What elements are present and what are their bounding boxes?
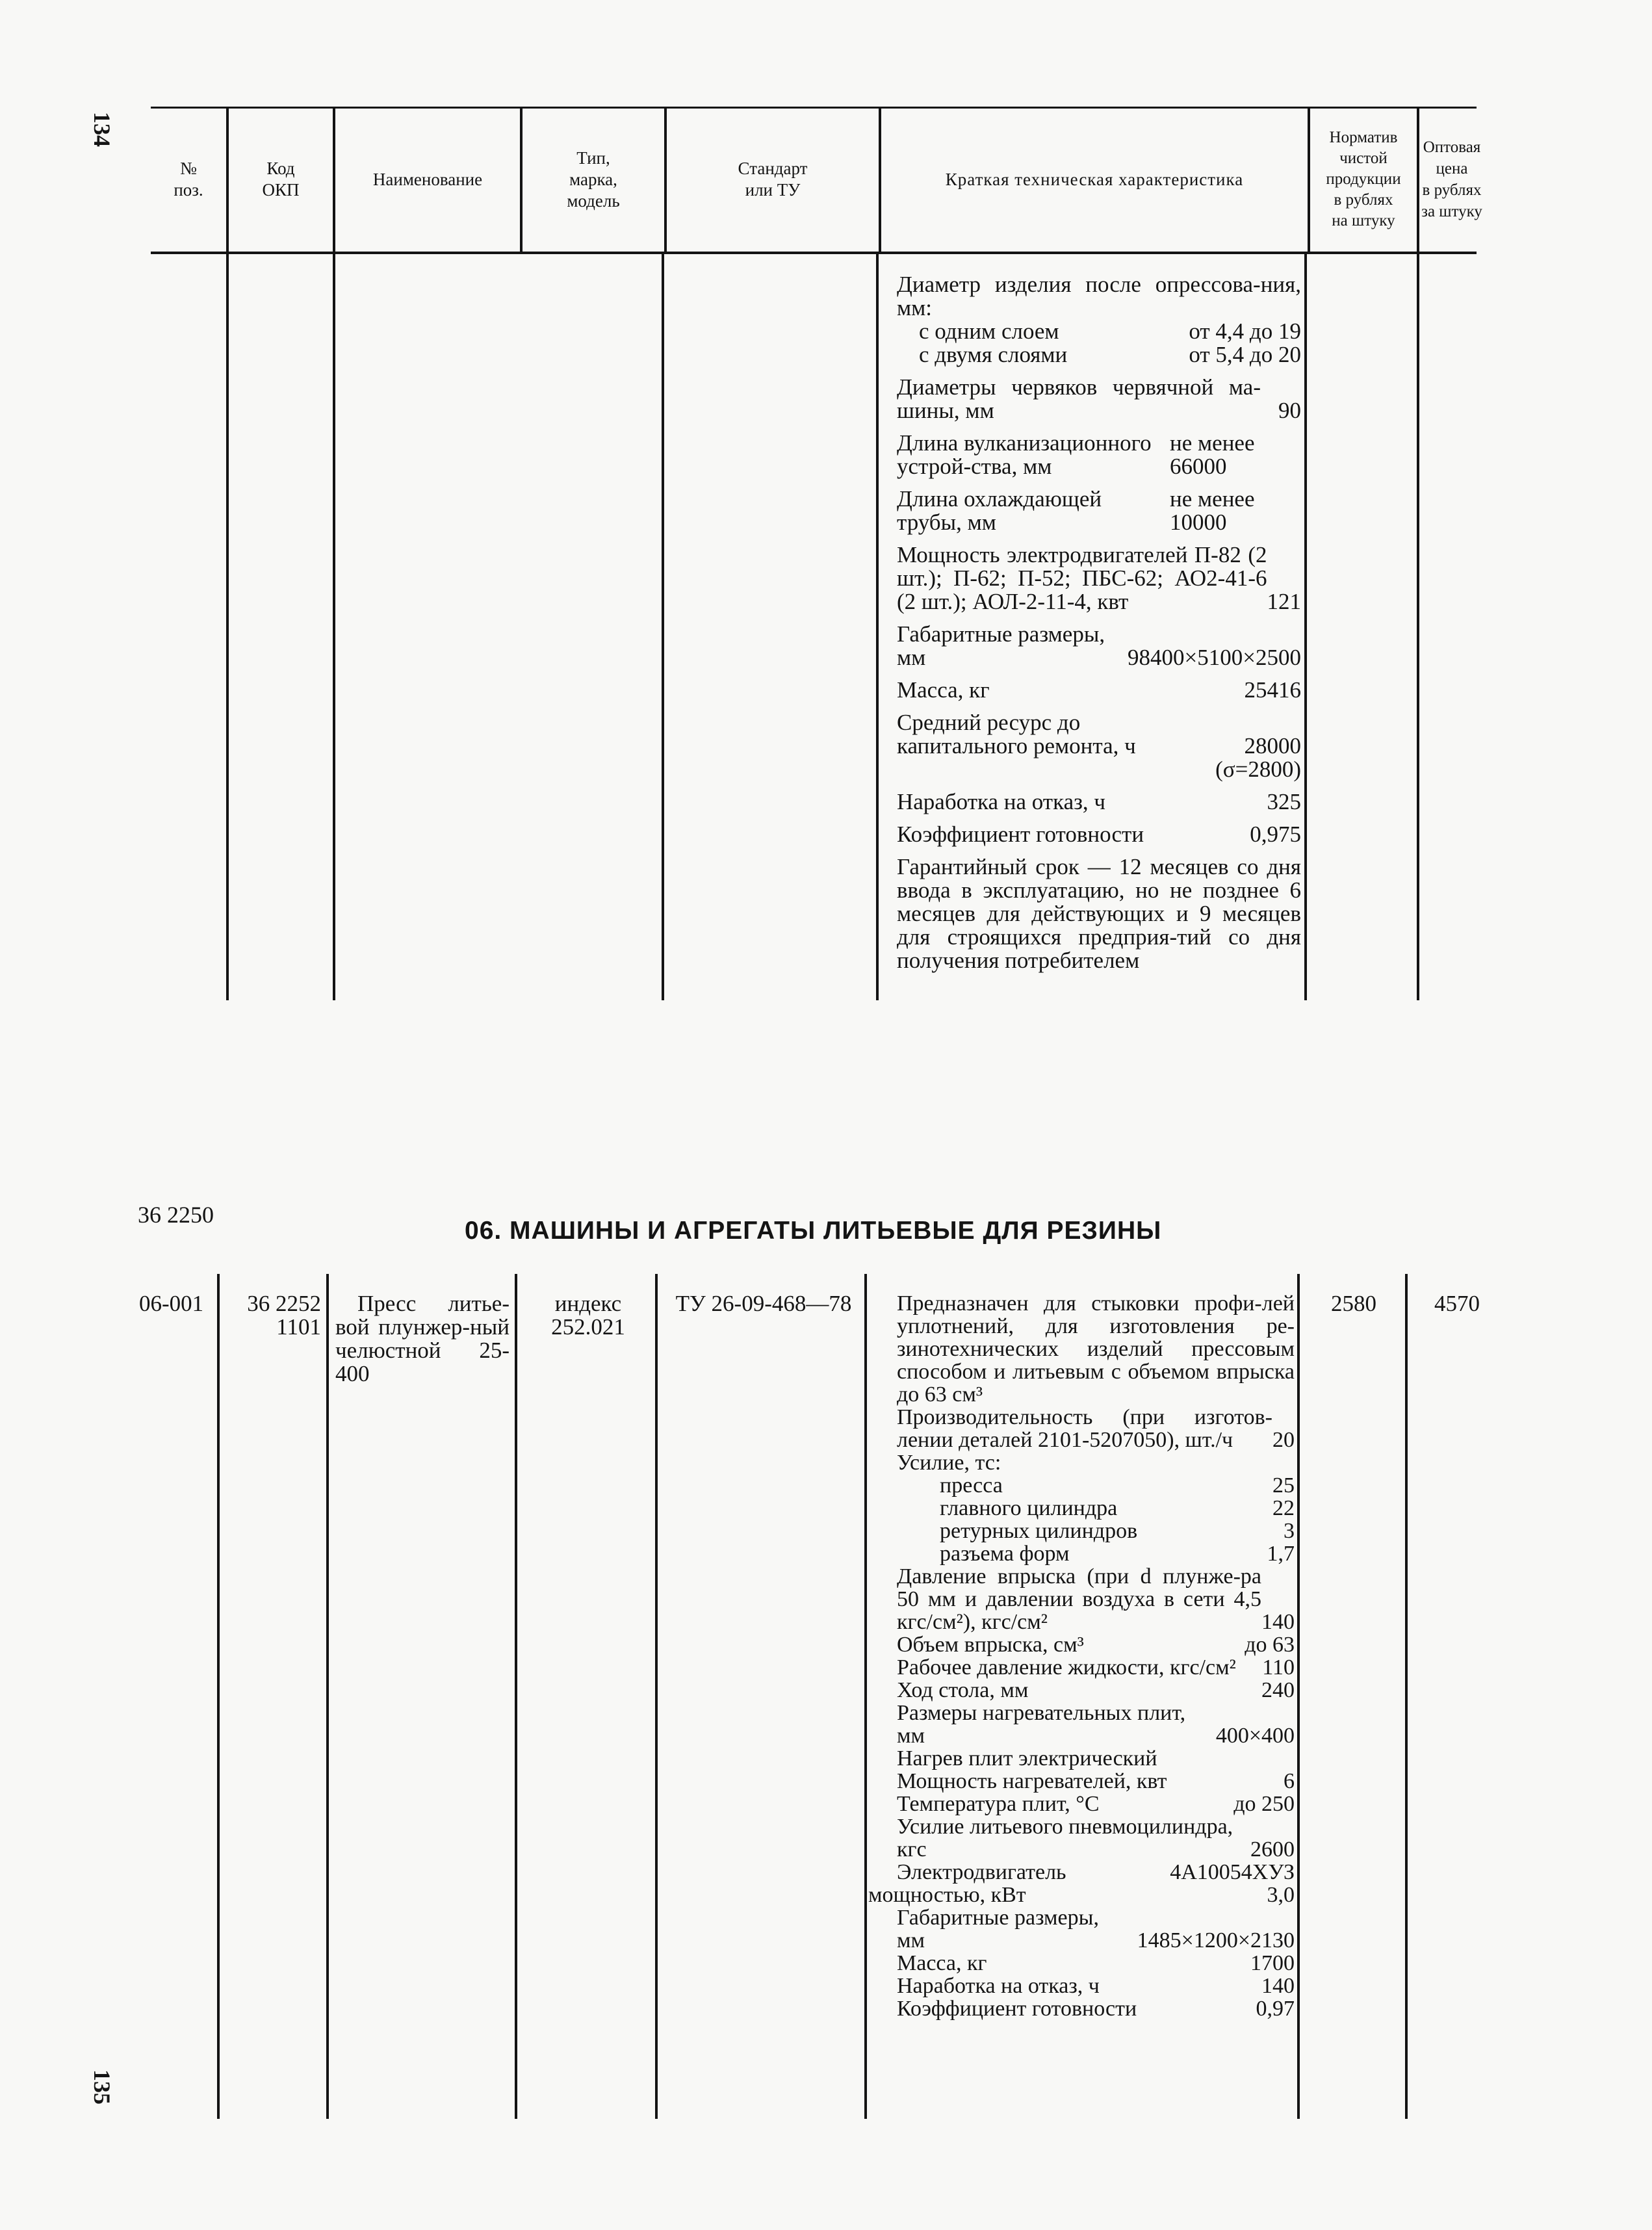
row-characteristics: Предназначен для стыковки профи-лей уплотнений, для изготовления ре-зинотехнических изделий прессовым способом и литьевым с объемом впрыска до 63 см³ Производительность (при изготов-лении деталей 2101-5207050), шт./ч 20 Усилие, тс: пресса 25 главного цилиндра 22 ретурных цилиндров 3 разъема форм 1,7 Давление впрыска (при d плунже-ра 50 мм и давлении воздуха в сети 4,5 кгс/см²), кгс/см² 140 Объем впрыска, см³ до 63 Рабочее давление жидкости, кгс/см² 110 Ход стола, мм 240 Размеры нагревательных плит, мм 400×400 Нагрев плит электрический Мощность нагревателей, квт 6 Температура плит, °С до 250 Усилие литьевого пневмоцилиндра, кгс 2600 Электродвигатель 4А10054ХУЗ мощностью, кВт 3,0 Габаритные размеры, мм 1485×1200×2130 Масса, кг 1700 Наработка на отказ, ч 140 Коэффициент готовности 0,97: [868, 1291, 1295, 2021]
header-bottom-rule: [151, 252, 1477, 254]
header-type: Тип, марка, модель: [567, 148, 620, 211]
row-pos: 06-001: [139, 1291, 204, 1316]
header-spec: Краткая техническая характеристика: [945, 169, 1244, 189]
diameter-title: Диаметр изделия после опрессова-ния, мм:: [897, 272, 1301, 320]
header-standard: Стандарт или ТУ: [738, 159, 808, 200]
row-type: индекс 252.021: [551, 1291, 625, 1340]
row-name: Пресс литье-вой плунжер-ный челюстной 25-400: [335, 1291, 510, 1386]
section-title: 06. МАШИНЫ И АГРЕГАТЫ ЛИТЬЕВЫЕ ДЛЯ РЕЗИНЫ: [465, 1217, 1162, 1245]
header-top-rule: [151, 107, 1477, 109]
row-norm: 2580: [1331, 1291, 1376, 1316]
section-code: 36 2250: [138, 1202, 214, 1228]
row-price: 4570: [1434, 1291, 1480, 1316]
header-price: Оптовая цена в рублях за штуку: [1421, 138, 1482, 220]
top-block-characteristics: Диаметр изделия после опрессова-ния, мм: с одним слоем от 4,4 до 19 с двумя слоями от 5,4 до 20 Диаметры червяков червячной ма-шины, мм 90 Длина вулканизационного устрой-ства, мм не менее 66000 Длина охлаждающей трубы, мм не менее 10000 Мощность электродвигателей П-82 (2 шт.); П-62; П-52; ПБС-62; АО2-41-6 (2 шт.); АОЛ-2-11-4, квт 121 Габаритные размеры, мм 98400×5100×2500 Масса, кг 25416 Средний ресурс до капитального ремонта, ч 28000 (σ=2800) Наработка на отказ, ч 325 Коэффициент готовности 0,975 Гарантийный срок — 12 месяцев со дня ввода в эксплуатацию, но не позднее 6 месяцев для действующих и 9 месяцев для строящихся предприя-тий со дня получения потребителем: [868, 273, 1301, 981]
warranty-text: Гарантийный срок — 12 месяцев со дня ввода в эксплуатацию, но не позднее 6 месяцев для действующих и 9 месяцев для строящихся предприя-тий со дня получения потребителем: [897, 854, 1301, 973]
row-okp: 36 2252 1101: [247, 1291, 321, 1340]
header-name: Наименование: [372, 169, 483, 189]
row-standard: ТУ 26-09-468—78: [675, 1291, 852, 1316]
page-number-bottom: 135: [89, 2069, 115, 2105]
header-norm: Норматив чистой продукции в рублях на штуку: [1326, 129, 1401, 229]
purpose-text: Предназначен для стыковки профи-лей уплотнений, для изготовления ре-зинотехнических изделий прессовым способом и литьевым с объемом впрыска до 63 см³: [897, 1291, 1295, 1407]
header-pos: № поз.: [174, 159, 203, 200]
page-number-top: 134: [89, 112, 115, 147]
header-okp: Код ОКП: [262, 159, 300, 200]
